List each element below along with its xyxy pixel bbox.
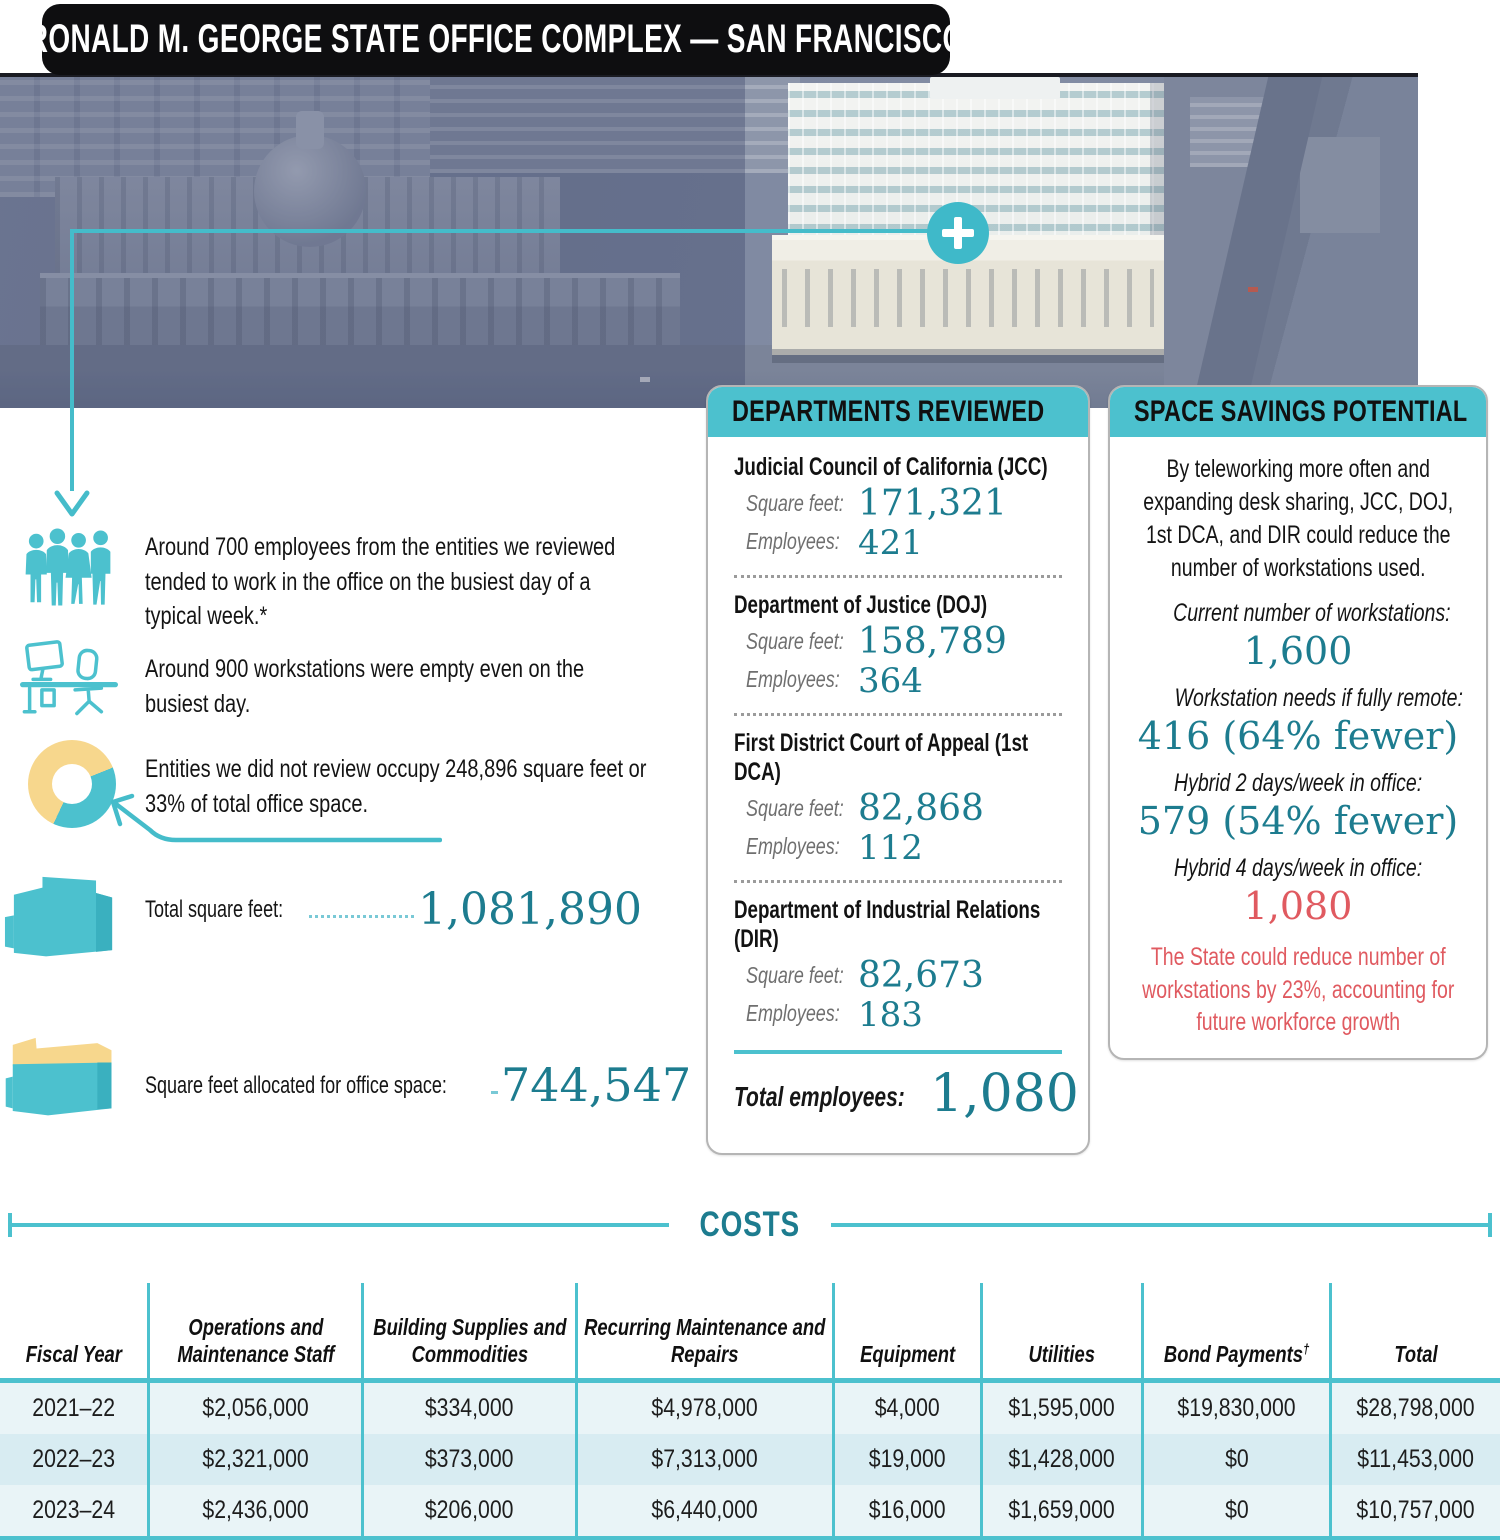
savings-note: The State could reduce number of workstations by 23%, accounting for future workforce growth	[1141, 943, 1455, 1036]
table-cell: $6,440,000	[578, 1485, 835, 1536]
total-employees-label: Total employees:	[734, 1081, 905, 1112]
fact-workstations	[145, 652, 650, 721]
department-name: Department of Justice (DOJ)	[734, 591, 988, 619]
column-header: Fiscal Year	[0, 1283, 150, 1378]
table-cell: $19,000	[835, 1434, 983, 1485]
stat-value: 579 (54% fewer)	[1137, 799, 1459, 843]
employees-value: 183	[858, 995, 923, 1035]
employees-row	[734, 661, 1062, 701]
metric-value: 744,547	[501, 1058, 692, 1112]
employees-label: Employees:	[746, 833, 840, 859]
costs-section-title: COSTS	[699, 1205, 801, 1244]
metric-office-square-feet	[145, 1056, 692, 1112]
savings-intro: By teleworking more often and expanding desk sharing, JCC, DOJ, 1st DCA, and DIR could reduce the number of workstations used.	[1143, 455, 1454, 582]
employees-label: Employees:	[746, 666, 840, 692]
column-header: Equipment	[835, 1283, 983, 1378]
square-feet-row	[734, 483, 1062, 524]
department-name: Department of Industrial Relations (DIR)	[734, 896, 1041, 953]
building-icon	[0, 868, 126, 968]
column-header: Utilities	[983, 1283, 1144, 1378]
table-cell: $7,313,000	[578, 1434, 835, 1485]
metric-total-square-feet	[145, 884, 642, 935]
stat-label: Workstation needs if fully remote:	[1174, 684, 1463, 712]
square-feet-row	[734, 788, 1062, 829]
table-cell: $1,595,000	[983, 1383, 1144, 1434]
stat-value: 1,080	[1243, 884, 1353, 928]
table-cell: $2,056,000	[150, 1383, 364, 1434]
table-cell: 2022–23	[0, 1434, 150, 1485]
table-cell: $19,830,000	[1144, 1383, 1332, 1434]
employees-value: 364	[858, 661, 923, 701]
total-employees-row	[734, 1064, 1079, 1124]
stat-value: 1,600	[1243, 629, 1353, 673]
column-header: Recurring Maintenance and Repairs	[578, 1283, 835, 1378]
total-divider	[734, 1050, 1062, 1054]
table-cell: $4,978,000	[578, 1383, 835, 1434]
table-cell: $11,453,000	[1332, 1434, 1500, 1485]
department-name: Judicial Council of California (JCC)	[734, 453, 1048, 481]
dotted-divider	[734, 575, 1062, 578]
square-feet-value: 82,868	[858, 788, 984, 829]
savings-body	[1110, 437, 1486, 1039]
dotted-leader	[491, 1091, 497, 1094]
table-bottom-border	[0, 1536, 1500, 1540]
table-cell: 2023–24	[0, 1485, 150, 1536]
column-header-bond-payments	[1144, 1283, 1332, 1378]
department-item	[734, 591, 1062, 701]
leader-line-vertical	[70, 229, 74, 491]
dagger-footnote-mark: †	[1302, 1341, 1310, 1358]
title-banner	[27, 4, 965, 75]
stat-label: Hybrid 4 days/week in office:	[1173, 854, 1423, 882]
panel-title: SPACE SAVINGS POTENTIAL	[1134, 395, 1468, 428]
total-employees-value: 1,080	[930, 1064, 1079, 1124]
workstation-desk-icon	[16, 640, 122, 724]
metric-label: Square feet allocated for office space:	[145, 1072, 447, 1099]
column-header: Total	[1332, 1283, 1500, 1378]
down-arrow-icon	[50, 488, 94, 520]
fact-text: Around 900 workstations were empty even on the busiest day.	[145, 655, 585, 718]
people-icon	[24, 522, 112, 614]
metric-value: 1,081,890	[418, 884, 642, 935]
costs-table	[0, 1283, 1500, 1536]
fact-employees	[145, 530, 650, 634]
square-feet-row	[734, 621, 1062, 662]
employees-row	[734, 995, 1062, 1035]
savings-panel-header	[1110, 387, 1486, 437]
dotted-divider	[734, 713, 1062, 716]
aerial-photo	[0, 77, 1418, 408]
classical-columns	[782, 269, 1154, 327]
square-feet-value: 158,789	[858, 621, 1007, 662]
departments-panel	[706, 385, 1090, 1155]
employees-label: Employees:	[746, 1000, 840, 1026]
costs-rule-left	[8, 1223, 669, 1227]
square-feet-label: Square feet:	[746, 795, 844, 821]
table-cell: $0	[1144, 1434, 1332, 1485]
column-header: Building Supplies and Commodities	[364, 1283, 578, 1378]
department-item	[734, 453, 1062, 563]
building-shadow	[772, 349, 1172, 363]
table-cell: $206,000	[364, 1485, 578, 1536]
leader-line-horizontal	[70, 229, 928, 233]
department-name: First District Court of Appeal (1st DCA)	[734, 729, 1029, 786]
page-title: RONALD M. GEORGE STATE OFFICE COMPLEX — SAN FRANCISCO	[27, 17, 965, 61]
stat-fully-remote	[1134, 684, 1463, 758]
square-feet-label: Square feet:	[746, 628, 844, 654]
stat-label: Current number of workstations:	[1173, 599, 1451, 627]
stat-value: 416 (64% fewer)	[1137, 714, 1459, 758]
square-feet-label: Square feet:	[746, 962, 844, 988]
departments-list	[708, 437, 1088, 1124]
stat-label: Hybrid 2 days/week in office:	[1173, 769, 1423, 797]
table-cell: $10,757,000	[1332, 1485, 1500, 1536]
table-cell: $28,798,000	[1332, 1383, 1500, 1434]
department-item	[734, 729, 1062, 868]
costs-section-header	[8, 1206, 1492, 1244]
employees-label: Employees:	[746, 528, 840, 554]
employees-value: 421	[858, 523, 923, 563]
square-feet-value: 82,673	[858, 955, 984, 996]
savings-panel	[1108, 385, 1488, 1060]
table-cell: $4,000	[835, 1383, 983, 1434]
column-header-label: Bond Payments	[1163, 1340, 1303, 1367]
fact-text: Around 700 employees from the entities we reviewed tended to work in the office on the busiest day of a typical week.*	[145, 533, 616, 630]
dotted-divider	[734, 880, 1062, 883]
department-item	[734, 896, 1062, 1035]
departments-panel-header	[708, 387, 1088, 437]
costs-rule-right	[831, 1223, 1492, 1227]
square-feet-label: Square feet:	[746, 490, 844, 516]
tower-roof	[930, 77, 1060, 99]
plus-marker-icon	[927, 202, 989, 264]
panel-title: DEPARTMENTS REVIEWED	[732, 395, 1045, 428]
fact-text: Entities we did not review occupy 248,896 square feet or 33% of total office space.	[145, 755, 647, 818]
table-cell: $2,321,000	[150, 1434, 364, 1485]
column-header: Operations and Maintenance Staff	[150, 1283, 364, 1378]
table-cell: $334,000	[364, 1383, 578, 1434]
dim-overlay	[0, 77, 745, 408]
building-office-icon	[0, 1022, 126, 1126]
employees-row	[734, 523, 1062, 563]
donut-callout-arrow-icon	[90, 792, 442, 848]
square-feet-row	[734, 955, 1062, 996]
employees-row	[734, 828, 1062, 868]
car-dot	[1248, 287, 1258, 292]
stat-current-workstations	[1134, 599, 1462, 673]
table-cell: $16,000	[835, 1485, 983, 1536]
square-feet-value: 171,321	[858, 483, 1007, 524]
table-cell: $0	[1144, 1485, 1332, 1536]
table-cell: $1,428,000	[983, 1434, 1144, 1485]
table-cell: $1,659,000	[983, 1485, 1144, 1536]
table-cell: 2021–22	[0, 1383, 150, 1434]
right-block	[1300, 137, 1380, 233]
stat-hybrid-2-days	[1134, 769, 1462, 843]
dotted-leader	[309, 915, 414, 918]
table-cell: $2,436,000	[150, 1485, 364, 1536]
employees-value: 112	[858, 828, 923, 868]
stat-hybrid-4-days	[1134, 854, 1462, 928]
table-cell: $373,000	[364, 1434, 578, 1485]
metric-label: Total square feet:	[145, 896, 284, 923]
